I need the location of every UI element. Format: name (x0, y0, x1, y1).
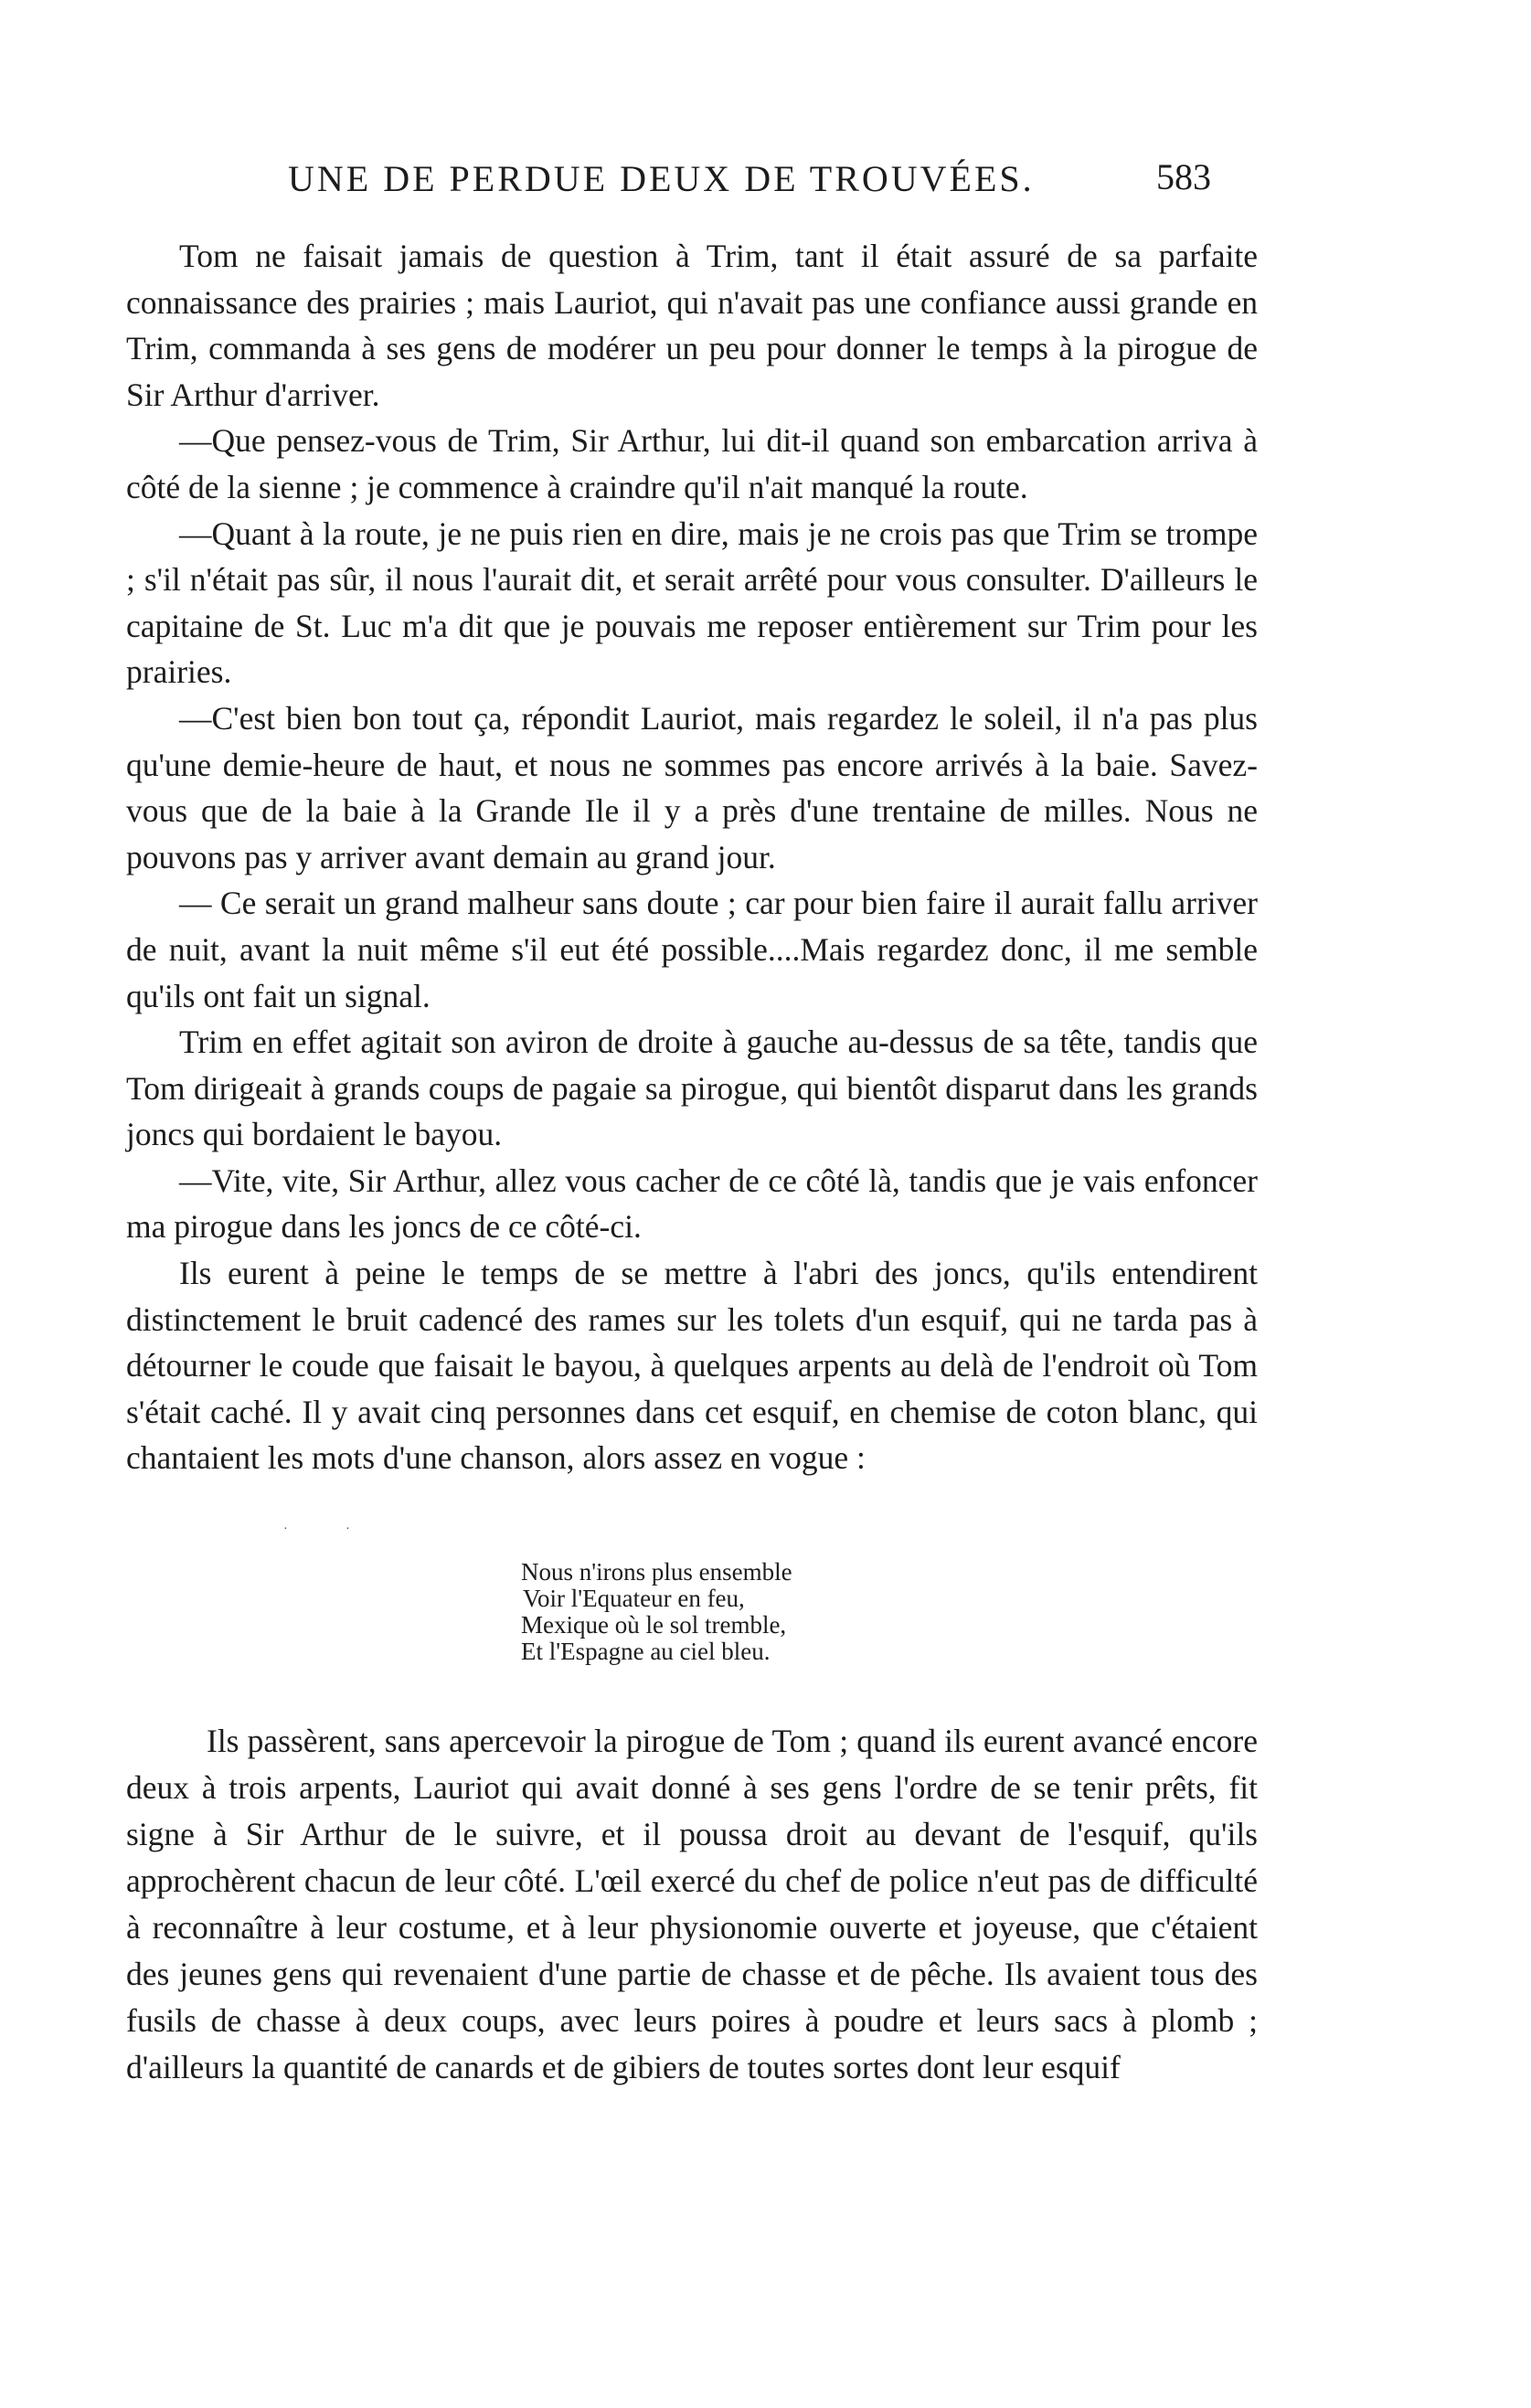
paragraph: Ils passèrent, sans apercevoir la pirogue de Tom ; quand ils eurent avancé encore deux à trois arpents, Lauriot qui avait donné à ses gens l'ordre de se tenir prêts, fit signe à Sir Arthur de le suivre, et il poussa droit au devant de l'esquif, qu'ils approchèrent chacun de leur côté. L'œil exercé du chef de police n'eut pas de difficulté à reconnaître à leur costume, et à leur physionomie ouverte et joyeuse, que c'étaient des jeunes gens qui revenaient d'une partie de chasse et de pêche. Ils avaient tous des fusils de chasse à deux coups, avec leurs poires à poudre et leurs sacs à plomb ; d'ailleurs la quantité de canards et de gibiers de toutes sortes dont leur esquif (126, 1723, 1258, 2085)
page-number: 583 (1156, 156, 1211, 197)
verse-line: Mexique où le sol tremble, (521, 1611, 787, 1639)
main-text-block (126, 233, 1258, 1481)
paragraph: — Ce serait un grand malheur sans doute ; car pour bien faire il aurait fallu arriver de nuit, avant la nuit même s'il eut été possible....Mais regardez donc, il me semble qu'ils ont fait un signal. (126, 885, 1258, 1014)
ink-specks: · · (283, 1522, 377, 1536)
paragraph: —Vite, vite, Sir Arthur, allez vous cacher de ce côté là, tandis que je vais enfoncer ma pirogue dans les joncs de ce côté-ci. (126, 1162, 1258, 1246)
paragraph: Ils eurent à peine le temps de se mettre à l'abri des joncs, qu'ils entendirent distinctement le bruit cadencé des rames sur les tolets d'un esquif, qui ne tarda pas à détourner le coude que faisait le bayou, à quelques arpents au delà de l'endroit où Tom s'était caché. Il y avait cinq personnes dans cet esquif, en chemise de coton blanc, qui chantaient les mots d'une chanson, alors assez en vogue : (126, 1255, 1258, 1477)
continuation-text-block (126, 1718, 1258, 2091)
verse-line: Voir l'Equateur en feu, (523, 1585, 745, 1612)
paragraph: Tom ne faisait jamais de question à Trim, tant il était assuré de sa parfaite connaissance des prairies ; mais Lauriot, qui n'avait pas une confiance aussi grande en Trim, commanda à ses gens de modérer un peu pour donner le temps à la pirogue de Sir Arthur d'arriver. (126, 238, 1258, 413)
verse-line: Nous n'irons plus ensemble (521, 1558, 792, 1586)
running-title: UNE DE PERDUE DEUX DE TROUVÉES. (288, 158, 1035, 199)
paragraph: —Que pensez-vous de Trim, Sir Arthur, lui dit-il quand son embarcation arriva à côté de la sienne ; je commence à craindre qu'il n'ait manqué la route. (126, 422, 1258, 505)
paragraph: —Quant à la route, je ne puis rien en dire, mais je ne crois pas que Trim se trompe ; s'il n'était pas sûr, il nous l'aurait dit, et serait arrêté pour vous consulter. D'ailleurs le capitaine de St. Luc m'a dit que je pouvais me reposer entièrement sur Trim pour les prairies. (126, 514, 1258, 691)
paragraph: Trim en effet agitait son aviron de droite à gauche au-dessus de sa tête, tandis que Tom dirigeait à grands coups de pagaie sa pirogue, qui bientôt disparut dans les grands joncs qui bordaient le bayou. (126, 1024, 1258, 1153)
paragraph: —C'est bien bon tout ça, répondit Lauriot, mais regardez le soleil, il n'a pas plus qu'une demie-heure de haut, et nous ne sommes pas encore arrivés à la baie. Savez-vous que de la baie à la Grande Ile il y a près d'une trentaine de milles. Nous ne pouvons pas y arriver avant demain au grand jour. (126, 699, 1258, 875)
song-verse (521, 1559, 792, 1665)
verse-line: Et l'Espagne au ciel bleu. (521, 1638, 771, 1665)
